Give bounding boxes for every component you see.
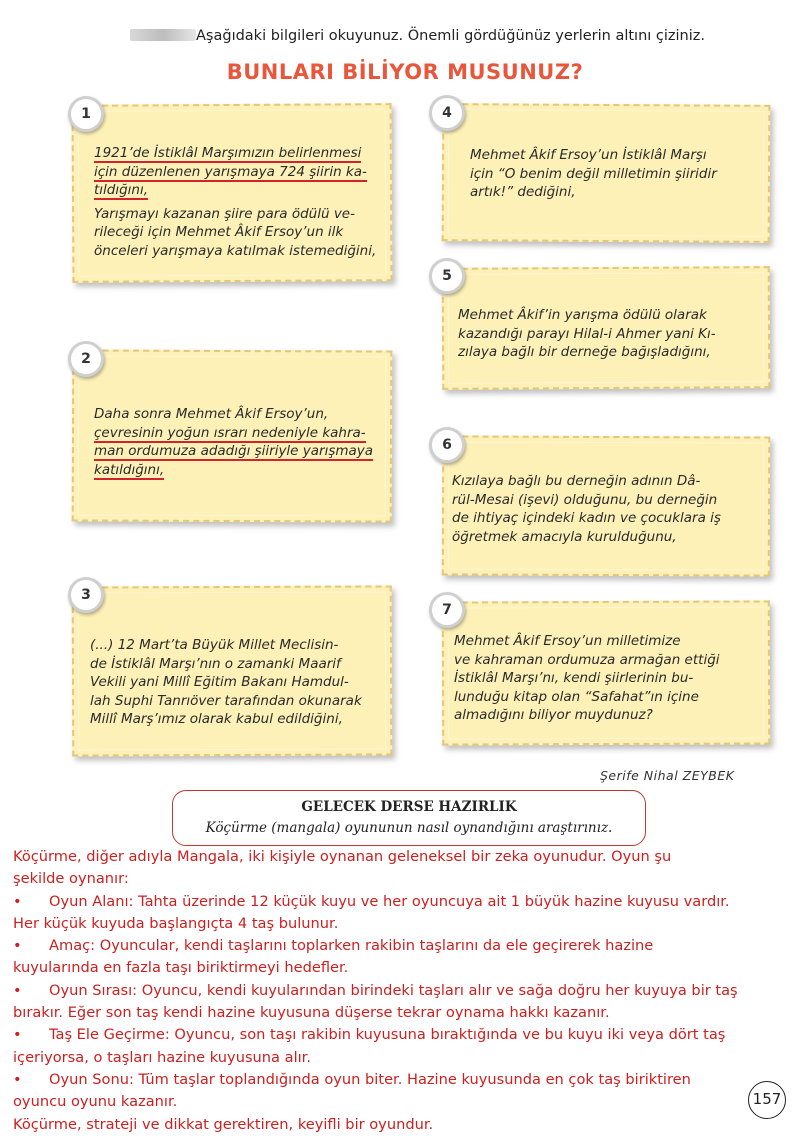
answer-item-4-cont: içeriyorsa, o taşları hazine kuyusuna alır.	[13, 1048, 311, 1066]
answer-item-5: • Oyun Sonu: Tüm taşlar toplandığında oyun biter. Hazine kuyusunda en çok taş biriktiren	[13, 1069, 785, 1091]
note-2-line-3: man ordumuza adadığı şiiriyle yarışmaya	[94, 443, 374, 459]
note-number-2: 2	[68, 341, 104, 377]
bullet: •	[13, 1070, 22, 1088]
note-5-line-1: Mehmet Âkif’in yarışma ödülü olarak	[458, 307, 707, 323]
note-2-line-2: çevresinin yoğun ısrarı nedeniyle kahra-	[94, 424, 366, 441]
note-6-line-3: de ihtiyaç içindeki kadın ve çocuklara iş	[452, 510, 721, 526]
page-title: BUNLARI BİLİYOR MUSUNUZ?	[226, 60, 584, 84]
answer-intro-2: şekilde oynanır:	[13, 870, 129, 888]
note-text-1	[94, 144, 388, 260]
bullet: •	[13, 892, 22, 910]
note-text-4	[470, 146, 766, 202]
answer-item-1: • Oyun Alanı: Tahta üzerinde 12 küçük kuyu ve her oyuncuya ait 1 büyük hazine kuyusu vardır.	[13, 891, 785, 913]
smudge-mark	[130, 29, 196, 41]
note-4-line-2: için “O benim değil milletimin şiiridir	[470, 165, 717, 182]
note-number-5: 5	[429, 258, 465, 294]
note-2-line-1: Daha sonra Mehmet Âkif Ersoy’un,	[94, 406, 329, 422]
note-7-line-1: Mehmet Âkif Ersoy’un milletimize	[454, 633, 681, 649]
answer-text	[13, 846, 785, 1136]
note-text-3	[90, 636, 390, 729]
note-6-line-4: öğretmek amacıyla kurulduğunu,	[452, 528, 677, 545]
instruction-line	[130, 28, 770, 44]
note-1-line-2: için düzenlenen yarışmaya 724 şiirin ka-	[94, 163, 367, 180]
note-7-line-5: almadığını biliyor muydunuz?	[454, 707, 653, 723]
note-number-4: 4	[429, 95, 465, 131]
note-3-line-4: lah Suphi Tanrıöver tarafından okunarak	[90, 692, 362, 709]
note-number-3: 3	[68, 577, 104, 613]
note-number-6: 6	[429, 427, 465, 463]
answer-item-2-cont: kuyularında en fazla taşı biriktirmeyi hedefler.	[13, 959, 349, 977]
bullet: •	[13, 937, 22, 955]
note-1-line-3: tıldığını,	[94, 182, 149, 198]
prep-text: Köçürme (mangala) oyununun nasıl oynandığını araştırınız.	[205, 820, 613, 836]
answer-intro-1: Köçürme, diğer adıyla Mangala, iki kişiyle oynanan geleneksel bir zeka oyunudur. Oyun şu	[13, 848, 672, 865]
answer-item-2: • Amaç: Oyuncular, kendi taşlarını toplarken rakibin taşlarını da ele geçirerek hazine	[13, 935, 785, 957]
bullet: •	[13, 981, 22, 999]
answer-item-5-cont: oyuncu oyunu kazanır.	[13, 1093, 178, 1111]
note-1-line-1: 1921’de İstiklâl Marşımızın belirlenmesi	[94, 145, 362, 161]
note-5-line-2: kazandığı parayı Hilal-i Ahmer yani Kı-	[458, 325, 716, 342]
note-text-7	[454, 632, 764, 725]
note-number-1: 1	[68, 96, 104, 132]
note-number-7: 7	[429, 592, 465, 628]
note-2-line-4: katıldığını,	[94, 461, 165, 478]
page-number: 157	[748, 1081, 786, 1119]
note-7-line-3: İstiklâl Marşı’nı, kendi şiirlerinin bu-	[454, 670, 694, 686]
answer-item-3-cont: bırakır. Eğer son taş kendi hazine kuyusuna düşerse tekrar oynama hakkı kazanır.	[13, 1004, 610, 1022]
note-6-line-1: Kızılaya bağlı bu derneğin adının Dâ-	[452, 473, 701, 489]
note-3-line-3: Vekili yani Millî Eğitim Bakanı Hamdul-	[90, 674, 349, 690]
note-1-line-6: önceleri yarışmaya katılmak istemediğini,	[94, 242, 377, 259]
note-text-2	[94, 405, 388, 479]
answer-item-4: • Taş Ele Geçirme: Oyuncu, son taşı rakibin kuyusuna bıraktığında ve bu kuyu iki veya dört taş	[13, 1024, 785, 1046]
note-text-6	[452, 472, 764, 546]
prep-box	[172, 790, 646, 846]
answer-outro: Köçürme, strateji ve dikkat gerektiren, keyifli bir oyundur.	[13, 1115, 434, 1133]
author-name: Şerife Nihal ZEYBEK	[600, 768, 735, 783]
note-1-line-4: Yarışmayı kazanan şiire para ödülü ve-	[94, 205, 355, 222]
bullet: •	[13, 1026, 22, 1044]
note-1-line-5: rileceği için Mehmet Âkif Ersoy’un ilk	[94, 224, 344, 240]
answer-item-3: • Oyun Sırası: Oyuncu, kendi kuyularından birindeki taşları alır ve sağa doğru her kuyuya bir taş	[13, 980, 785, 1002]
note-5-line-3: zılaya bağlı bir derneğe bağışladığını,	[458, 344, 711, 360]
answer-item-1-cont: Her küçük kuyuda başlangıçta 4 taş bulunur.	[13, 914, 339, 932]
prep-title: GELECEK DERSE HAZIRLIK	[301, 799, 517, 815]
note-3-line-5: Millî Marş’ımız olarak kabul edildiğini,	[90, 711, 343, 727]
note-7-line-2: ve kahraman ordumuza armağan ettiği	[454, 651, 720, 668]
note-4-line-1: Mehmet Âkif Ersoy’un İstiklâl Marşı	[470, 147, 707, 163]
note-3-line-1: (...) 12 Mart’ta Büyük Millet Meclisin-	[90, 637, 339, 653]
note-3-line-2: de İstiklâl Marşı’nın o zamanki Maarif	[90, 655, 341, 672]
note-text-5	[458, 306, 764, 362]
instruction-text: Aşağıdaki bilgileri okuyunuz. Önemli gördüğünüz yerlerin altını çiziniz.	[196, 28, 705, 44]
note-7-line-4: lunduğu kitap olan “Safahat”ın içine	[454, 688, 699, 705]
note-6-line-2: rül-Mesai (işevi) olduğunu, bu derneğin	[452, 491, 718, 508]
note-4-line-3: artık!” dediğini,	[470, 184, 576, 200]
